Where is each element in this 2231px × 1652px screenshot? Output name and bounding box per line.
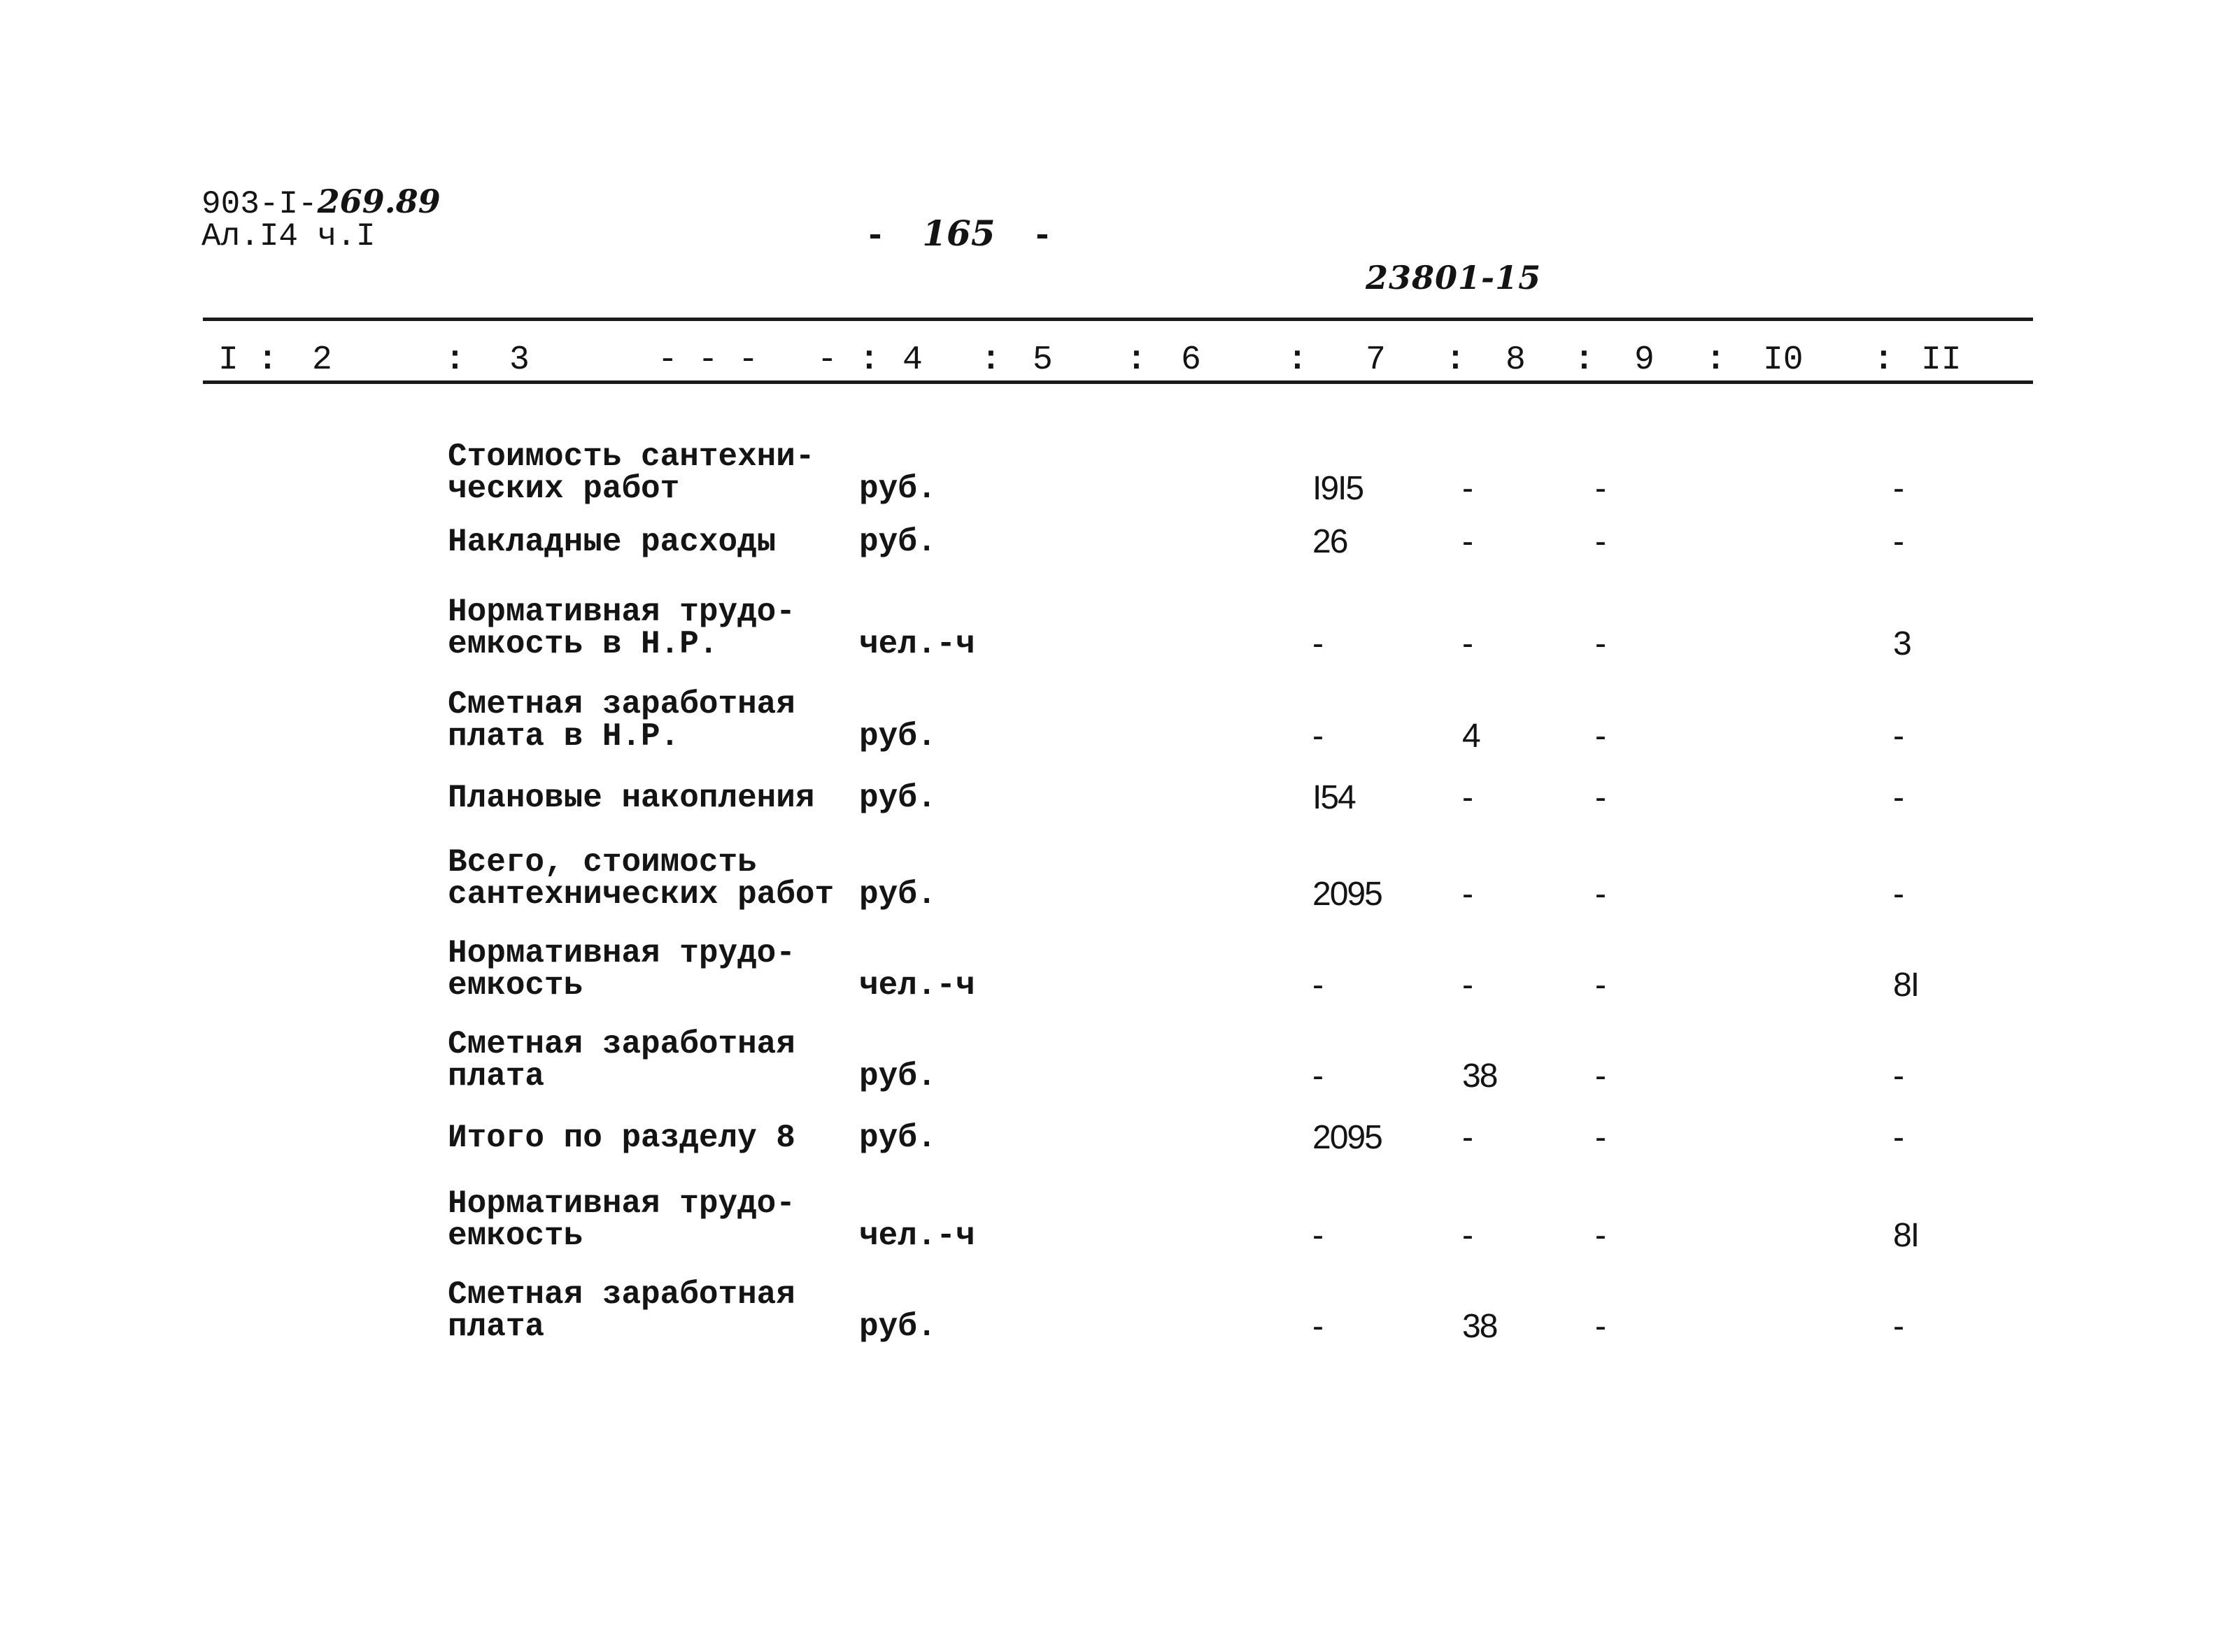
item-name: Сметная заработная — [448, 686, 795, 722]
col7-value: 2095 — [1312, 1119, 1382, 1156]
column-number: - — [817, 341, 837, 379]
unit-cell: руб. — [859, 1058, 937, 1095]
item-name: Стоимость сантехни- — [448, 439, 815, 475]
column-separator: : — [1445, 341, 1466, 379]
unit-cell: руб. — [859, 471, 937, 507]
col11-value: - — [1893, 718, 1903, 755]
col11-value: - — [1893, 779, 1903, 816]
column-separator: : — [445, 341, 465, 379]
col11-value: - — [1893, 523, 1903, 560]
col9-value: - — [1595, 779, 1606, 816]
col9-value: - — [1595, 1308, 1606, 1345]
item-name: плата — [448, 1058, 545, 1095]
col11-value: 3 — [1893, 625, 1911, 662]
col7-value: - — [1312, 1308, 1322, 1345]
col9-value: - — [1595, 967, 1606, 1004]
col11-value: - — [1893, 470, 1903, 507]
col7-value: - — [1312, 1217, 1322, 1254]
column-number-row — [0, 341, 2231, 380]
unit-cell: чел.-ч — [859, 626, 975, 662]
column-separator: : — [981, 341, 1001, 379]
unit-cell: руб. — [859, 1120, 937, 1156]
col7-value: I9I5 — [1312, 470, 1364, 507]
item-name: емкость — [448, 967, 583, 1004]
document-code — [201, 183, 441, 222]
document-code-printed: 903-I- — [201, 186, 318, 222]
col11-value: - — [1893, 876, 1903, 913]
column-number: II — [1921, 341, 1962, 379]
page-dash-left: - — [865, 217, 886, 257]
col11-value: 8I — [1893, 1217, 1919, 1254]
col9-value: - — [1595, 1119, 1606, 1156]
item-name: плата в Н.Р. — [448, 718, 680, 755]
item-name: емкость в Н.Р. — [448, 626, 718, 662]
page-number — [865, 213, 1053, 257]
unit-cell: руб. — [859, 1309, 937, 1345]
item-name: емкость — [448, 1218, 583, 1254]
column-separator: : — [257, 341, 278, 379]
column-number: I — [218, 341, 239, 379]
col7-value: - — [1312, 625, 1322, 662]
col9-value: - — [1595, 1217, 1606, 1254]
col8-value: - — [1462, 470, 1472, 507]
col8-value: 4 — [1462, 718, 1480, 755]
unit-cell: руб. — [859, 718, 937, 755]
document-code-handwritten: 269.89 — [317, 183, 441, 220]
item-name: Нормативная трудо- — [448, 594, 795, 630]
column-number: 5 — [1033, 341, 1053, 379]
column-number: 3 — [509, 341, 530, 379]
col9-value: - — [1595, 470, 1606, 507]
column-separator: : — [1126, 341, 1147, 379]
col7-value: - — [1312, 967, 1322, 1004]
col9-value: - — [1595, 523, 1606, 560]
item-name: Накладные расходы — [448, 524, 777, 560]
unit-cell: руб. — [859, 780, 937, 816]
col9-value: - — [1595, 876, 1606, 913]
col11-value: - — [1893, 1058, 1903, 1095]
col11-value: 8I — [1893, 967, 1919, 1004]
col11-value: - — [1893, 1119, 1903, 1156]
column-number: 9 — [1634, 341, 1655, 379]
page-dash-right: - — [1031, 217, 1053, 257]
col9-value: - — [1595, 625, 1606, 662]
unit-cell: чел.-ч — [859, 967, 975, 1004]
col7-value: - — [1312, 718, 1322, 755]
col9-value: - — [1595, 1058, 1606, 1095]
col8-value: - — [1462, 1217, 1472, 1254]
item-name: сантехнических работ — [448, 876, 835, 913]
unit-cell: чел.-ч — [859, 1218, 975, 1254]
column-separator: : — [1287, 341, 1308, 379]
col8-value: - — [1462, 967, 1472, 1004]
col7-value: 26 — [1312, 523, 1347, 560]
item-name: Плановые накопления — [448, 780, 815, 816]
col8-value: 38 — [1462, 1058, 1497, 1095]
col11-value: - — [1893, 1308, 1903, 1345]
col7-value: 2095 — [1312, 876, 1382, 913]
column-number: 8 — [1506, 341, 1526, 379]
col8-value: - — [1462, 779, 1472, 816]
col8-value: - — [1462, 625, 1472, 662]
item-name: Всего, стоимость — [448, 844, 757, 881]
col9-value: - — [1595, 718, 1606, 755]
item-name: Сметная заработная — [448, 1276, 795, 1313]
col8-value: - — [1462, 1119, 1472, 1156]
page-number-value: 165 — [922, 213, 996, 254]
column-separator: : — [1706, 341, 1726, 379]
item-name: Сметная заработная — [448, 1026, 795, 1062]
col7-value: - — [1312, 1058, 1322, 1095]
unit-cell: руб. — [859, 876, 937, 913]
column-number: I0 — [1763, 341, 1804, 379]
column-number: - - - — [658, 341, 759, 379]
table-rule-bottom — [203, 380, 2033, 384]
column-number: 7 — [1366, 341, 1386, 379]
sheet-info: Ал.I4 ч.I — [201, 218, 376, 255]
item-name: плата — [448, 1309, 545, 1345]
column-separator: : — [1874, 341, 1894, 379]
column-number: 6 — [1181, 341, 1201, 379]
col8-value: 38 — [1462, 1308, 1497, 1345]
col8-value: - — [1462, 523, 1472, 560]
column-number: 4 — [902, 341, 923, 379]
column-separator: : — [1574, 341, 1594, 379]
item-name: ческих работ — [448, 471, 680, 507]
item-name: Итого по разделу 8 — [448, 1120, 795, 1156]
unit-cell: руб. — [859, 524, 937, 560]
item-name: Нормативная трудо- — [448, 1185, 795, 1222]
item-name: Нормативная трудо- — [448, 935, 795, 971]
table-rule-top — [203, 318, 2033, 321]
col7-value: I54 — [1312, 779, 1355, 816]
col8-value: - — [1462, 876, 1472, 913]
archive-number: 23801-15 — [1366, 259, 1542, 297]
column-separator: : — [859, 341, 879, 379]
column-number: 2 — [312, 341, 332, 379]
